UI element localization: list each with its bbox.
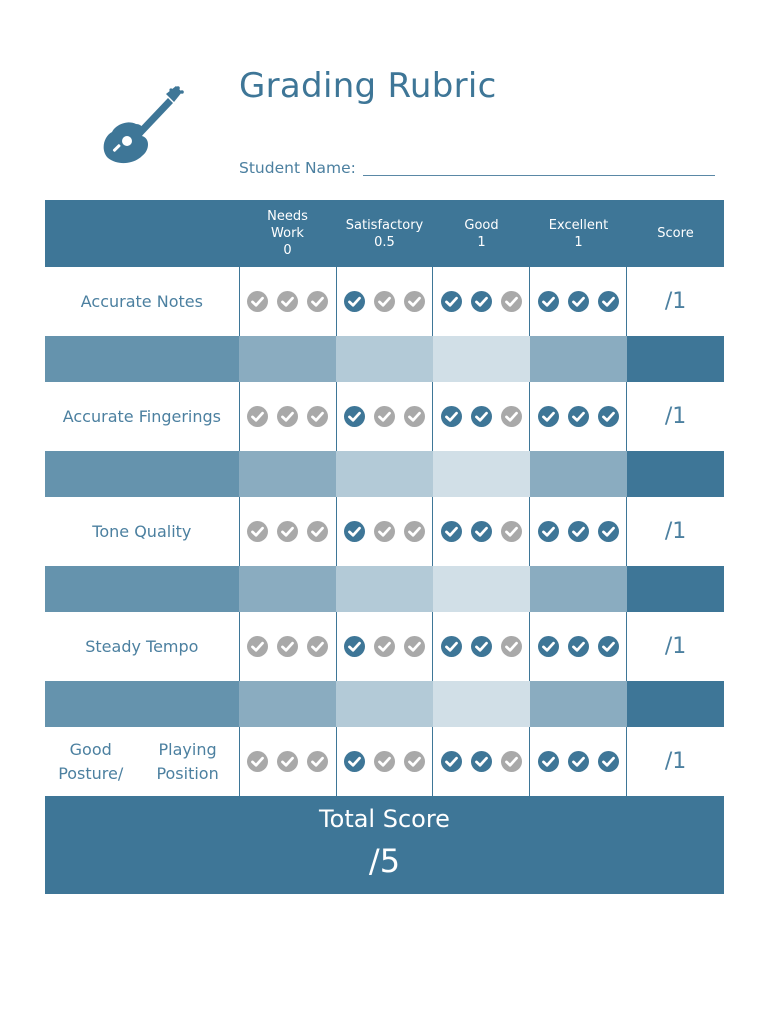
header-level-points: 0.5 [374,234,395,250]
level-cell [432,612,529,681]
criterion-label [45,382,239,451]
header-satisfactory [336,200,433,267]
check-empty-icon[interactable] [247,291,268,312]
check-filled-icon[interactable] [441,521,462,542]
criterion-score: /1 [626,727,724,796]
check-filled-icon[interactable] [598,291,619,312]
check-filled-icon[interactable] [344,291,365,312]
page-title: Grading Rubric [239,66,497,106]
check-empty-icon[interactable] [374,751,395,772]
rubric-row [45,727,724,796]
criterion-score: /1 [626,267,724,336]
check-empty-icon[interactable] [501,751,522,772]
total-score-panel [45,796,724,894]
criterion-score: /1 [626,497,724,566]
level-cell [432,267,529,336]
guitar-icon [98,84,188,174]
level-cell [239,727,336,796]
band-segment [627,336,724,382]
check-filled-icon[interactable] [568,291,589,312]
level-cell [336,267,433,336]
band-segment [530,336,627,382]
header-level-line: Work [271,226,304,241]
header-score: Score [657,226,694,241]
check-empty-icon[interactable] [501,291,522,312]
criterion-label [45,612,239,681]
total-score-value: /5 [368,842,401,880]
check-empty-icon[interactable] [307,751,328,772]
check-filled-icon[interactable] [344,521,365,542]
check-empty-icon[interactable] [404,751,425,772]
header-excellent [530,200,627,267]
check-empty-icon[interactable] [247,521,268,542]
header-criteria-cell [45,200,239,267]
criterion-label-line: Accurate Notes [80,291,203,311]
level-cell [336,497,433,566]
check-empty-icon[interactable] [404,636,425,657]
level-cell [239,497,336,566]
level-cell [239,612,336,681]
check-empty-icon[interactable] [501,636,522,657]
check-empty-icon[interactable] [307,406,328,427]
check-filled-icon[interactable] [471,406,492,427]
check-empty-icon[interactable] [501,521,522,542]
criterion-label-line: Steady Tempo [85,636,199,656]
check-empty-icon[interactable] [404,521,425,542]
check-empty-icon[interactable] [374,636,395,657]
level-cell [432,727,529,796]
level-cell [529,727,626,796]
check-filled-icon[interactable] [598,751,619,772]
band-segment [627,681,724,727]
check-filled-icon[interactable] [471,521,492,542]
rubric-row [45,382,724,451]
level-cell [529,382,626,451]
band-segment [530,681,627,727]
level-cell [529,267,626,336]
criterion-score: /1 [626,612,724,681]
check-empty-icon[interactable] [277,521,298,542]
check-filled-icon[interactable] [568,636,589,657]
student-name-field[interactable] [363,175,715,176]
level-cell [239,382,336,451]
check-filled-icon[interactable] [538,521,559,542]
band-segment [239,566,336,612]
row-separator-band [45,336,724,382]
total-score-label: Total Score [319,805,450,833]
row-separator-band [45,566,724,612]
check-empty-icon[interactable] [374,291,395,312]
band-segment [530,566,627,612]
header-level-line: Needs [267,209,308,224]
criterion-score: /1 [626,382,724,451]
check-empty-icon[interactable] [247,406,268,427]
rubric-row [45,497,724,566]
level-cell [432,382,529,451]
criterion-label-line: Accurate Fingerings [62,406,221,426]
check-filled-icon[interactable] [538,636,559,657]
level-cell [529,497,626,566]
band-segment [433,681,530,727]
check-filled-icon[interactable] [568,751,589,772]
check-empty-icon[interactable] [247,751,268,772]
rubric-row [45,612,724,681]
check-empty-icon[interactable] [277,406,298,427]
criterion-label-line: Playing Position [156,739,219,783]
band-segment [45,681,239,727]
check-filled-icon[interactable] [441,636,462,657]
band-segment [433,336,530,382]
level-cell [239,267,336,336]
header-level-line: Excellent [548,217,609,233]
check-filled-icon[interactable] [471,291,492,312]
rubric-body [45,267,724,796]
header-level-points: 1 [574,234,583,250]
header-level-points: 0 [283,243,292,258]
check-filled-icon[interactable] [441,406,462,427]
check-empty-icon[interactable] [404,291,425,312]
band-segment [433,566,530,612]
check-filled-icon[interactable] [538,291,559,312]
check-empty-icon[interactable] [307,636,328,657]
band-segment [45,566,239,612]
header-good [433,200,530,267]
criterion-label-line: Tone Quality [92,521,192,541]
check-empty-icon[interactable] [277,751,298,772]
check-filled-icon[interactable] [598,636,619,657]
check-empty-icon[interactable] [247,636,268,657]
rubric-header-row [45,200,724,267]
check-empty-icon[interactable] [374,406,395,427]
check-filled-icon[interactable] [568,521,589,542]
level-cell [336,612,433,681]
band-segment [627,566,724,612]
level-cell [336,382,433,451]
check-filled-icon[interactable] [344,751,365,772]
check-empty-icon[interactable] [307,291,328,312]
check-filled-icon[interactable] [441,751,462,772]
rubric-row [45,267,724,336]
check-filled-icon[interactable] [344,636,365,657]
band-segment [336,566,433,612]
check-filled-icon[interactable] [598,521,619,542]
student-name-label: Student Name: [239,159,356,177]
criterion-label [45,727,239,796]
header-level-line: Satisfactory [345,217,424,233]
band-segment [627,451,724,497]
row-separator-band [45,451,724,497]
check-filled-icon[interactable] [471,636,492,657]
criterion-label [45,267,239,336]
band-segment [433,451,530,497]
criterion-label [45,497,239,566]
band-segment [336,451,433,497]
band-segment [336,336,433,382]
check-filled-icon[interactable] [471,751,492,772]
check-filled-icon[interactable] [441,291,462,312]
check-filled-icon[interactable] [344,406,365,427]
band-segment [239,681,336,727]
check-empty-icon[interactable] [404,406,425,427]
band-segment [45,451,239,497]
band-segment [336,681,433,727]
band-segment [239,451,336,497]
row-separator-band [45,681,724,727]
check-empty-icon[interactable] [374,521,395,542]
check-filled-icon[interactable] [538,751,559,772]
check-empty-icon[interactable] [277,636,298,657]
level-cell [529,612,626,681]
check-filled-icon[interactable] [598,406,619,427]
header-needs-work [239,200,336,267]
band-segment [239,336,336,382]
level-cell [432,497,529,566]
check-empty-icon[interactable] [501,406,522,427]
band-segment [530,451,627,497]
criterion-label-line: Good Posture/ [58,739,124,783]
header-level-points: 1 [477,234,486,250]
check-empty-icon[interactable] [307,521,328,542]
check-filled-icon[interactable] [538,406,559,427]
header-level-line: Good [464,217,499,233]
band-segment [45,336,239,382]
rubric-table [45,200,724,894]
check-empty-icon[interactable] [277,291,298,312]
check-filled-icon[interactable] [568,406,589,427]
level-cell [336,727,433,796]
